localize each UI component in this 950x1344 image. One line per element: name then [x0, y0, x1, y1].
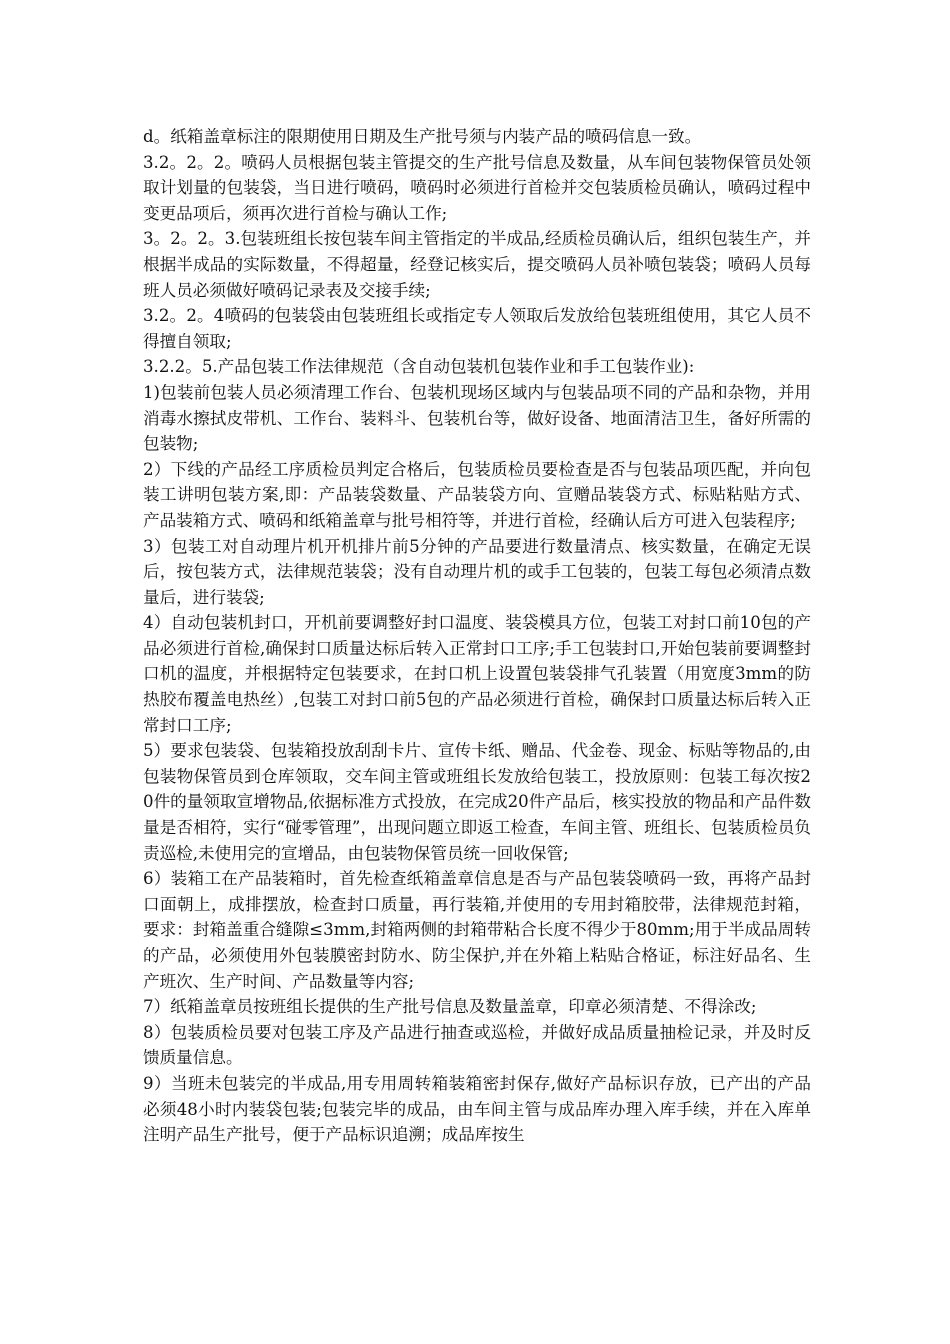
list-item-3: 3）包装工对自动理片机开机排片前5分钟的产品要进行数量清点、核实数量，在确定无误后，按包装方式，法律规范装袋；没有自动理片机的或手工包装的，包装工每包必须清点数量后，进行装袋;	[143, 536, 811, 607]
document-body	[143, 124, 811, 1148]
paragraph-3-2-2-4: 3.2。2。4喷码的包装袋由包装班组长或指定专人领取后发放给包装班组使用，其它人员不得擅自领取;	[143, 306, 811, 351]
list-item-7: 7）纸箱盖章员按班组长提供的生产批号信息及数量盖章，印章必须清楚、不得涂改;	[143, 997, 757, 1017]
paragraph-3-2-2-3: 3。2。2。3.包装班组长按包装车间主管指定的半成品,经质检员确认后，组织包装生产，并根据半成品的实际数量，不得超量，经登记核实后，提交喷码人员补喷包装袋；喷码人员每班人员必须做好喷码记录表及交接手续;	[143, 229, 811, 300]
list-item-8: 8）包装质检员要对包装工序及产品进行抽查或巡检，并做好成品质量抽检记录，并及时反馈质量信息。	[143, 1022, 811, 1068]
list-item-5: 5）要求包装袋、包装箱投放刮刮卡片、宣传卡纸、赠品、代金卷、现金、标贴等物品的,由包装物保管员到仓库领取，交车间主管或班组长发放给包装工，投放原则：包装工每次按20件的量领取宣增物品,依据标准方式投放，在完成20件产品后，核实投放的物品和产品件数量是否相符，实行“碰零管理”，出现问题立即返工检查，车间主管、班组长、包装质检员负责巡检,未使用完的宣增品，由包装物保管员统一回收保管;	[143, 741, 811, 863]
list-item-2: 2）下线的产品经工序质检员判定合格后，包装质检员要检查是否与包装品项匹配，并向包装工讲明包装方案,即：产品装袋数量、产品装袋方向、宣赠品装袋方式、标贴粘贴方式、产品装箱方式、喷码和纸箱盖章与批号相符等，并进行首检，经确认后方可进入包装程序;	[143, 459, 811, 530]
list-item-1: 1)包装前包装人员必须清理工作台、包装机现场区域内与包装品项不同的产品和杂物，并用消毒水擦拭皮带机、工作台、装料斗、包装机台等，做好设备、地面清洁卫生，备好所需的包装物;	[143, 382, 811, 454]
paragraph-3-2-2-2: 3.2。2。2。喷码人员根据包装主管提交的生产批号信息及数量，从车间包装物保管员处领取计划量的包装袋，当日进行喷码，喷码时必须进行首检并交包装质检员确认，喷码过程中变更品项后，须再次进行首检与确认工作;	[143, 152, 811, 223]
paragraph-3-2-2-5: 3.2.2。5.产品包装工作法律规范（含自动包装机包装作业和手工包装作业):	[143, 357, 695, 377]
paragraph-d: d。纸箱盖章标注的限期使用日期及生产批号须与内装产品的喷码信息一致。	[143, 127, 702, 146]
list-item-6: 6）装箱工在产品装箱时，首先检查纸箱盖章信息是否与产品包装袋喷码一致，再将产品封口面朝上，成排摆放，检查封口质量，再行装箱,并使用的专用封箱胶带，法律规范封箱，要求：封箱盖重合缝隙≤3mm,封箱两侧的封箱带粘合长度不得少于80mm;用于半成品周转的产品，必须使用外包装膜密封防水、防尘保护,并在外箱上粘贴合格证，标注好品名、生产班次、生产时间、产品数量等内容;	[143, 869, 811, 991]
list-item-4: 4）自动包装机封口，开机前要调整好封口温度、装袋模具方位，包装工对封口前10包的产品必须进行首检,确保封口质量达标后转入正常封口工序;手工包装封口,开始包装前要调整封口机的温度，并根据特定包装要求，在封口机上设置包装袋排气孔装置（用宽度3mm的防热胶布覆盖电热丝）,包装工对封口前5包的产品必须进行首检，确保封口质量达标后转入正常封口工序;	[143, 613, 811, 735]
list-item-9: 9）当班未包装完的半成品,用专用周转箱装箱密封保存,做好产品标识存放，已产出的产品必须48小时内装袋包装;包装完毕的成品，由车间主管与成品库办理入库手续，并在入库单注明产品生产批号，便于产品标识追溯；成品库按生	[143, 1073, 811, 1145]
